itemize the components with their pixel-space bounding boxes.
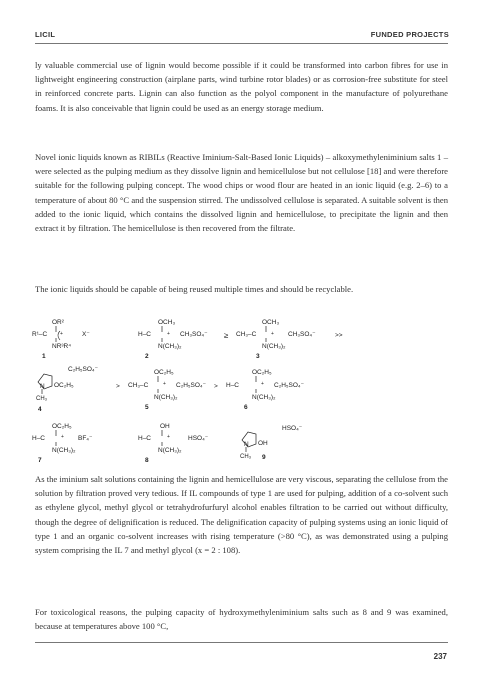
compound-2-bottom: N(CH₃)₂: [158, 343, 182, 350]
footer-rule: [35, 642, 448, 643]
compound-7: [32, 423, 93, 464]
compound-4-anion: C₂H₅SO₄⁻: [68, 366, 99, 373]
paragraph-recyclable: The ionic liquids should be capable of being reused multiple times and should be recyclable.: [35, 284, 354, 294]
compound-8-bottom: N(CH₃)₂: [158, 447, 182, 454]
compound-9-anion: HSO₄⁻: [282, 425, 303, 432]
relation-symbol: >>: [335, 332, 343, 339]
svg-text:+: +: [163, 381, 166, 387]
relation-symbol: >: [116, 383, 120, 390]
compound-6-number: 6: [244, 404, 248, 411]
compound-5-top: OC₂H₅: [154, 369, 174, 376]
compound-5-number: 5: [145, 404, 149, 411]
compound-3-bottom: N(CH₃)₂: [262, 343, 286, 350]
compound-3-number: 3: [256, 353, 260, 360]
compound-5: [128, 369, 207, 411]
compound-3-anion: CH₃SO₄⁻: [288, 331, 316, 338]
compound-2-anion: CH₃SO₄⁻: [180, 331, 208, 338]
compound-3: [236, 319, 316, 360]
compound-4-ring-n: N: [40, 383, 45, 390]
compound-4-number: 4: [38, 406, 42, 413]
compound-1-bottom: NR³R⁴: [52, 343, 72, 350]
compound-7-number: 7: [38, 457, 42, 464]
compound-4-methyl: CH₃: [36, 396, 48, 402]
relation-symbol: ≥: [224, 331, 229, 340]
paragraph-viscosity: As the iminium salt solutions containing the lignin and hemicellulose are very viscous, separating the cellulose from the solution by filtration proved very tedious. If IL compounds of type 1 are used for pulping, addition of a co-solvent such as ethylene glycol, methyl glycol or tetrahydrofurfuryl alcohol enables filtration to be carried out without difficulty, though the degree of delignification is reduced. The delignification capacity of pulping systems using an ionic liquid of type 1 and an organic co-solvent increases with rising temperature (>80 °C), as was demonstrated using a pulping system comprising the IL 7 and methyl glycol (x = 2 : 108).: [35, 474, 448, 556]
compound-5-anion: C₂H₅SO₄⁻: [176, 382, 207, 389]
svg-text:+: +: [167, 434, 170, 440]
plus-charge: +: [60, 331, 63, 337]
compound-1: [32, 319, 90, 360]
compound-8-anion: HSO₄⁻: [188, 435, 209, 442]
compound-5-left: CH₃–C: [128, 382, 149, 389]
compound-9-ring-n: N: [244, 441, 249, 448]
page-number: 237: [433, 652, 447, 661]
section-label: FUNDED PROJECTS: [370, 30, 449, 39]
compound-7-top: OC₂H₅: [52, 423, 72, 430]
compound-2: [138, 319, 208, 360]
compound-1-left: R¹–C: [32, 331, 48, 338]
compound-6: [226, 369, 305, 411]
relation-symbol: >: [214, 383, 218, 390]
paragraph-lignin-uses: ly valuable commercial use of lignin would become possible if it could be transformed into carbon fibres for use in lightweight engineering construction (airplane parts, wind turbine rotor blades) or as corrosion-free substitute for steel in reinforced concrete parts. Lignin can also function as the polyol component in the manufacture of polyurethane foams. It is also conceivable that lignin could be used as an energy storage medium.: [35, 60, 448, 113]
compound-9-methyl: CH₃: [240, 454, 252, 460]
compound-2-left: H–C: [138, 331, 152, 338]
compound-5-bottom: N(CH₃)₂: [154, 394, 178, 401]
compound-6-anion: C₂H₅SO₄⁻: [274, 382, 305, 389]
compound-4-substituent: OC₂H₅: [54, 382, 74, 389]
svg-text:+: +: [167, 331, 170, 337]
compound-6-bottom: N(CH₃)₂: [252, 394, 276, 401]
header-rule: [35, 43, 448, 44]
compound-1-number: 1: [42, 353, 46, 360]
compound-6-top: OC₂H₅: [252, 369, 272, 376]
compound-1-top: OR²: [52, 319, 64, 326]
compound-7-bottom: N(CH₃)₂: [52, 447, 76, 454]
compound-8-top: OH: [160, 423, 170, 430]
compound-7-anion: BF₄⁻: [78, 435, 93, 442]
compound-2-number: 2: [145, 353, 149, 360]
compound-8-number: 8: [145, 457, 149, 464]
compound-3-left: CH₃–C: [236, 331, 257, 338]
svg-text:+: +: [61, 434, 64, 440]
paragraph-toxicology: For toxicological reasons, the pulping capacity of hydroxymethyleniminium salts such as 8 and 9 was examined, because at temperatures above 100 °C,: [35, 607, 448, 632]
compound-1-anion: X⁻: [82, 331, 90, 338]
svg-text:+: +: [271, 331, 274, 337]
compound-3-top: OCH₃: [262, 319, 280, 326]
compound-7-left: H–C: [32, 435, 46, 442]
svg-text:+: +: [261, 381, 264, 387]
compound-9-substituent: OH: [258, 440, 268, 447]
journal-label: LICIL: [35, 30, 56, 39]
paragraph-ribils: Novel ionic liquids known as RIBILs (Reactive Iminium-Salt-Based Ionic Liquids) – alkoxymethyleniminium salts 1 – were selected as the pulping medium as they dissolve lignin and hemicellulose but not cellulose [18] and were therefore suitable for the following pulping concept. The wood chips or wood flour are heated in an ionic liquid (e.g. 2–6) to a temperature of about 80 °C and the suspension stirred. The undissolved cellulose is separated. A suitable solvent is then added to the ionic liquid, which contains the dissolved lignin and hemicellulose, to precipitate the lignin and then extract it by filtration. The hemicellulose is then recovered from the filtrate.: [35, 152, 448, 234]
compound-9: [240, 425, 303, 461]
compound-6-left: H–C: [226, 382, 240, 389]
compound-4: [36, 366, 99, 413]
compound-2-top: OCH₃: [158, 319, 176, 326]
compound-8-left: H–C: [138, 435, 152, 442]
chemical-structures-scheme: [30, 310, 450, 465]
compound-8: [138, 423, 209, 464]
compound-9-number: 9: [262, 454, 266, 461]
